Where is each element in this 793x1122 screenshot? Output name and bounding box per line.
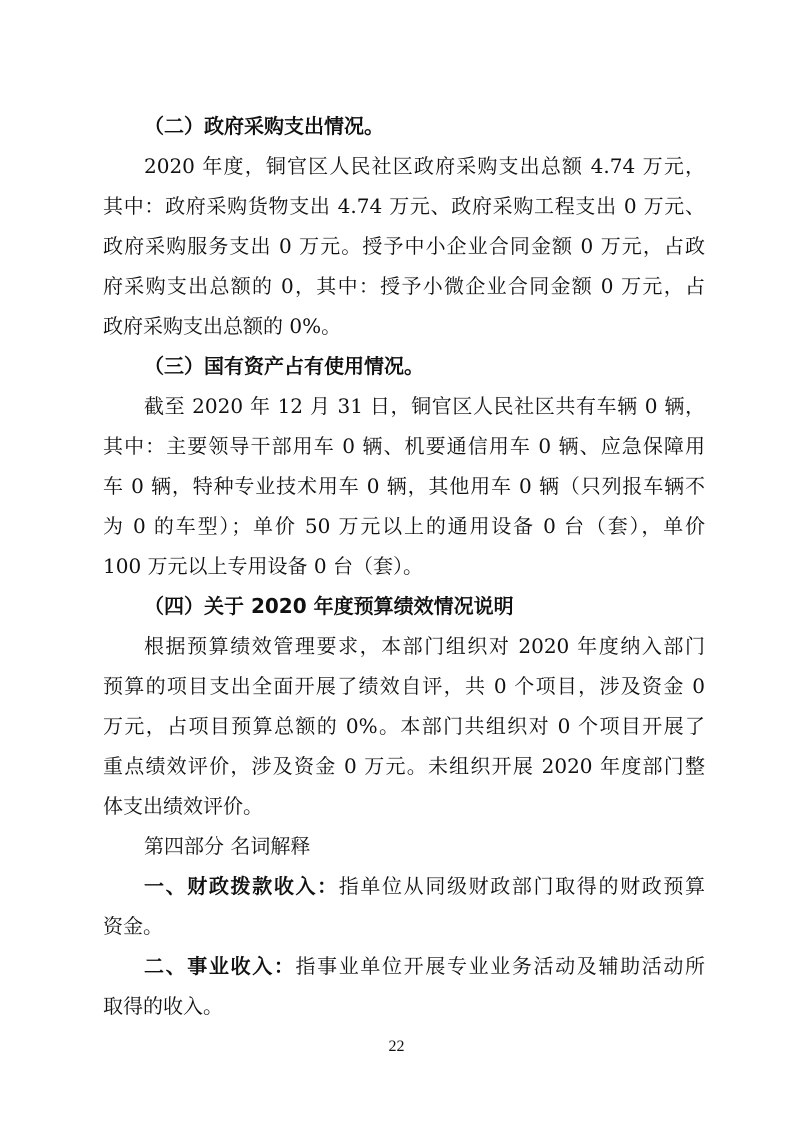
paragraph-line: 其中：政府采购货物支出 4.74 万元、政府采购工程支出 0 万元、 xyxy=(103,194,705,218)
page-number: 22 xyxy=(388,1038,405,1055)
term-definition-line xyxy=(103,946,705,986)
term-text: 指事业单位开展专业业务活动及辅助活动所 xyxy=(295,954,705,978)
section-heading-assets: （三）国有资产占有使用情况。 xyxy=(144,354,424,378)
paragraph-line: 资金。 xyxy=(103,914,163,938)
paragraph-line: 根据预算绩效管理要求，本部门组织对 2020 年度纳入部门 xyxy=(144,634,705,658)
paragraph-line: 2020 年度，铜官区人民社区政府采购支出总额 4.74 万元， xyxy=(144,154,705,178)
term-text: 指单位从同级财政部门取得的财政预算 xyxy=(338,874,705,898)
paragraph-line: 万元，占项目预算总额的 0%。本部门共组织对 0 个项目开展了 xyxy=(103,714,705,738)
paragraph-line: 预算的项目支出全面开展了绩效自评，共 0 个项目，涉及资金 0 xyxy=(103,674,705,698)
paragraph-line: 府采购支出总额的 0，其中：授予小微企业合同金额 0 万元，占 xyxy=(103,274,705,298)
term-label: 二、事业收入： xyxy=(144,954,296,978)
paragraph-line: 政府采购支出总额的 0%。 xyxy=(103,314,342,338)
paragraph-line: 重点绩效评价，涉及资金 0 万元。未组织开展 2020 年度部门整 xyxy=(103,754,705,778)
paragraph-line: 100 万元以上专用设备 0 台（套）。 xyxy=(103,554,423,578)
paragraph-line: 其中：主要领导干部用车 0 辆、机要通信用车 0 辆、应急保障用 xyxy=(103,434,705,458)
section-heading-procurement: （二）政府采购支出情况。 xyxy=(144,114,384,138)
paragraph-line: 车 0 辆，特种专业技术用车 0 辆，其他用车 0 辆（只列报车辆不 xyxy=(103,474,705,498)
document-body xyxy=(103,106,705,1026)
paragraph-line: 为 0 的车型）；单价 50 万元以上的通用设备 0 台（套），单价 xyxy=(103,514,705,538)
part-heading-glossary: 第四部分 名词解释 xyxy=(144,834,311,858)
paragraph-line: 体支出绩效评价。 xyxy=(103,794,263,818)
term-definition-line xyxy=(103,866,705,906)
paragraph-line: 取得的收入。 xyxy=(103,994,223,1018)
term-label: 一、财政拨款收入： xyxy=(144,874,339,898)
section-heading-performance: （四）关于 2020 年度预算绩效情况说明 xyxy=(144,594,514,618)
paragraph-line: 政府采购服务支出 0 万元。授予中小企业合同金额 0 万元，占政 xyxy=(103,234,705,258)
paragraph-line: 截至 2020 年 12 月 31 日，铜官区人民社区共有车辆 0 辆， xyxy=(144,394,705,418)
